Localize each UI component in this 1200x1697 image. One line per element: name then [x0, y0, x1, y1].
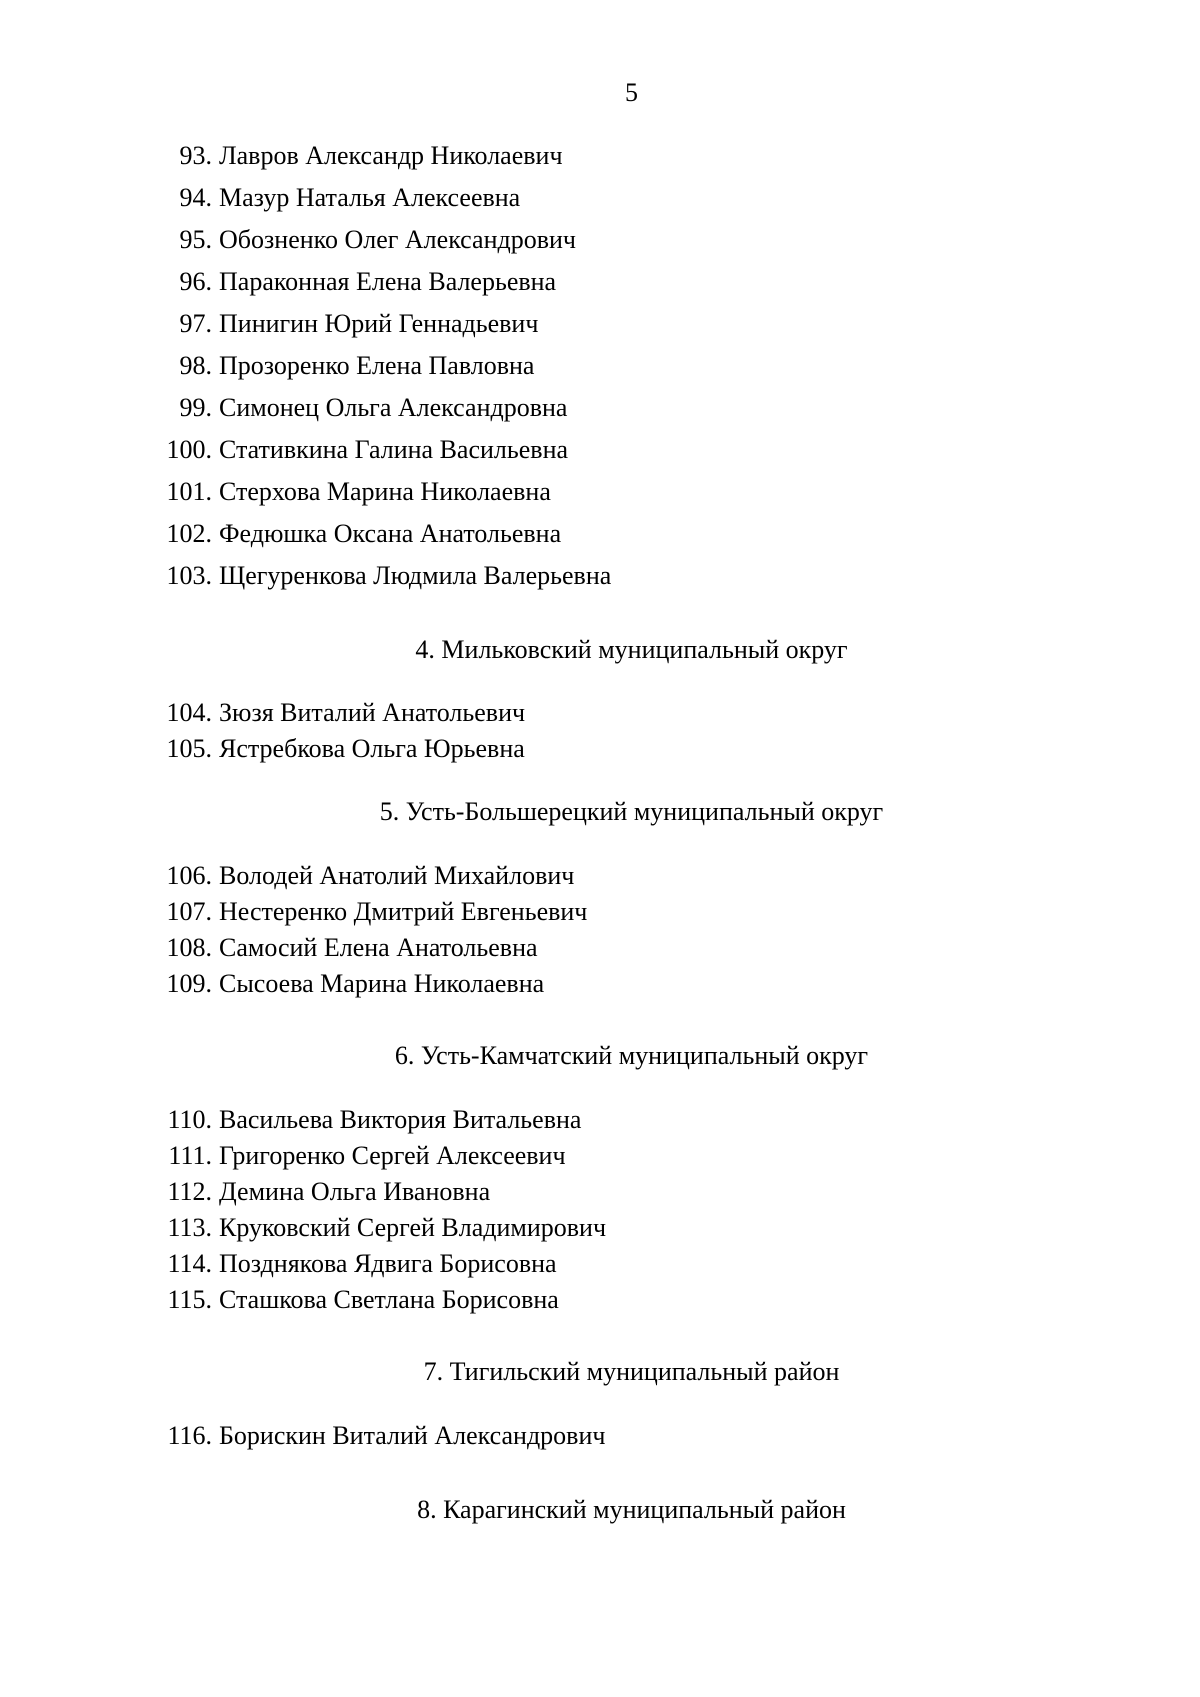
item-name: Позднякова Ядвига Борисовна — [219, 1249, 557, 1278]
item-number: 94. — [179, 183, 212, 212]
item-name: Сысоева Марина Николаевна — [219, 969, 545, 998]
list-item — [160, 1213, 606, 1243]
item-name: Демина Ольга Ивановна — [219, 1177, 491, 1206]
list-item — [160, 1177, 490, 1207]
item-name: Володей Анатолий Михайлович — [219, 861, 575, 890]
item-number: 107. — [166, 897, 212, 926]
item-number: 106. — [166, 861, 212, 890]
item-number: 99. — [179, 393, 212, 422]
list-item — [160, 933, 538, 963]
item-name: Мазур Наталья Алексеевна — [219, 183, 521, 212]
item-number: 105. — [166, 734, 212, 763]
item-number: 112. — [167, 1177, 212, 1206]
item-number: 113. — [167, 1213, 212, 1242]
item-number: 102. — [166, 519, 212, 548]
item-name: Федюшка Оксана Анатольевна — [219, 519, 562, 548]
item-number: 115. — [167, 1285, 212, 1314]
item-number: 108. — [166, 933, 212, 962]
page-number: 5 — [625, 78, 638, 107]
item-name: Пинигин Юрий Геннадьевич — [219, 309, 539, 338]
item-number: 104. — [166, 698, 212, 727]
item-name: Стерхова Марина Николаевна — [219, 477, 551, 506]
item-number: 111. — [168, 1141, 212, 1170]
item-number: 110. — [167, 1105, 212, 1134]
item-number: 101. — [166, 477, 212, 506]
list-item — [160, 393, 567, 423]
list-item — [160, 477, 551, 507]
item-name: Сташкова Светлана Борисовна — [219, 1285, 559, 1314]
item-name: Ястребкова Ольга Юрьевна — [219, 734, 525, 763]
item-number: 114. — [167, 1249, 212, 1278]
item-number: 109. — [166, 969, 212, 998]
item-number: 93. — [179, 141, 212, 170]
item-number: 98. — [179, 351, 212, 380]
section-heading: 7. Тигильский муниципальный район — [423, 1357, 840, 1386]
list-item — [160, 969, 544, 999]
item-number: 97. — [179, 309, 212, 338]
item-name: Зюзя Виталий Анатольевич — [219, 698, 526, 727]
list-item — [160, 351, 534, 381]
section-heading: 8. Карагинский муниципальный район — [417, 1495, 846, 1524]
item-name: Стативкина Галина Васильевна — [219, 435, 569, 464]
list-item — [160, 698, 525, 728]
item-number: 95. — [179, 225, 212, 254]
item-name: Круковский Сергей Владимирович — [219, 1213, 607, 1242]
item-name: Борискин Виталий Александрович — [219, 1421, 606, 1450]
list-item — [160, 183, 520, 213]
list-item — [160, 1421, 605, 1451]
item-name: Самосий Елена Анатольевна — [219, 933, 538, 962]
list-item — [160, 897, 587, 927]
item-name: Щегуренкова Людмила Валерьевна — [219, 561, 612, 590]
list-item — [160, 519, 561, 549]
list-item — [160, 734, 525, 764]
item-name: Васильева Виктория Витальевна — [219, 1105, 582, 1134]
list-item — [160, 435, 568, 465]
section-heading: 6. Усть-Камчатский муниципальный округ — [394, 1041, 869, 1070]
item-name: Симонец Ольга Александровна — [219, 393, 568, 422]
item-number: 96. — [179, 267, 212, 296]
section-heading: 4. Мильковский муниципальный округ — [415, 635, 848, 664]
item-name: Лавров Александр Николаевич — [219, 141, 563, 170]
list-item — [160, 267, 556, 297]
list-item — [160, 561, 611, 591]
list-item — [160, 309, 538, 339]
list-item — [160, 861, 574, 891]
item-name: Параконная Елена Валерьевна — [219, 267, 557, 296]
item-name: Обозненко Олег Александрович — [219, 225, 576, 254]
item-name: Нестеренко Дмитрий Евгеньевич — [219, 897, 588, 926]
list-item — [160, 225, 576, 255]
list-item — [160, 141, 563, 171]
list-item — [160, 1105, 581, 1135]
list-item — [160, 1285, 559, 1315]
section-heading: 5. Усть-Большерецкий муниципальный округ — [379, 797, 884, 826]
item-number: 103. — [166, 561, 212, 590]
list-item — [160, 1141, 566, 1171]
list-item — [160, 1249, 557, 1279]
item-number: 100. — [166, 435, 212, 464]
item-name: Григоренко Сергей Алексеевич — [219, 1141, 566, 1170]
item-name: Прозоренко Елена Павловна — [219, 351, 535, 380]
item-number: 116. — [167, 1421, 212, 1450]
